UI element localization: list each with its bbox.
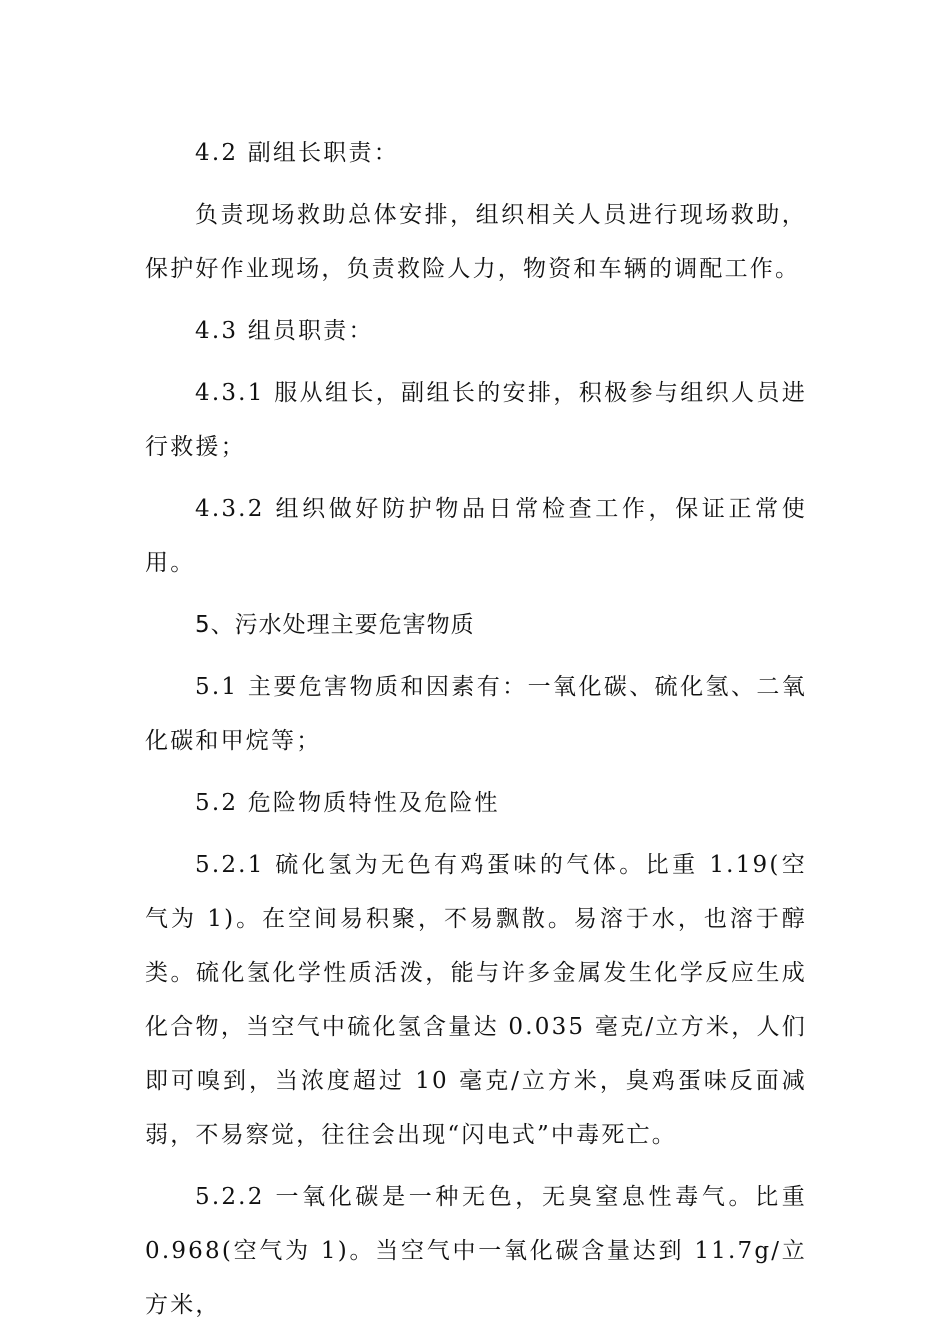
paragraph-4-3-1: 4.3.1 服从组长，副组长的安排，积极参与组织人员进行救援； (145, 380, 807, 460)
paragraph-gap (145, 652, 807, 660)
paragraph-gap (145, 768, 807, 776)
paragraph-4-2-heading: 4.2 副组长职责： (195, 140, 399, 166)
paragraph-4-3-2: 4.3.2 组织做好防护物品日常检查工作，保证正常使用。 (145, 496, 807, 576)
paragraph-4-2-body: 负责现场救助总体安排，组织相关人员进行现场救助，保护好作业现场，负责救险人力，物资和车辆的调配工作。 (145, 202, 807, 282)
paragraph-gap (145, 474, 807, 482)
paragraph-5-1: 5.1 主要危害物质和因素有：一氧化碳、硫化氢、二氧化碳和甲烷等； (145, 674, 807, 754)
paragraph-gap (145, 296, 807, 304)
paragraph-gap (145, 1162, 807, 1170)
paragraph-gap (145, 590, 807, 598)
section-5-heading: 5、污水处理主要危害物质 (195, 612, 475, 638)
paragraph-5-2-2: 5.2.2 一氧化碳是一种无色，无臭窒息性毒气。比重 0.968(空气为 1)。当空气中一氧化碳含量达到 11.7g/立方米， (145, 1184, 807, 1318)
document-body (145, 126, 807, 1332)
paragraph-gap (145, 180, 807, 188)
paragraph-gap (145, 358, 807, 366)
paragraph-5-2-heading: 5.2 危险物质特性及危险性 (195, 790, 500, 816)
paragraph-4-3-heading: 4.3 组员职责： (195, 318, 374, 344)
paragraph-5-2-1: 5.2.1 硫化氢为无色有鸡蛋味的气体。比重 1.19(空气为 1)。在空间易积聚，不易飘散。易溶于水，也溶于醇类。硫化氢化学性质活泼，能与许多金属发生化学反应生成化合物，当空气中硫化氢含量达 0.035 毫克/立方米，人们即可嗅到，当浓度超过 10 毫克/立方米，臭鸡蛋味反面减弱，不易察觉，往往会出现“闪电式”中毒死亡。 (145, 852, 807, 1148)
paragraph-gap (145, 830, 807, 838)
